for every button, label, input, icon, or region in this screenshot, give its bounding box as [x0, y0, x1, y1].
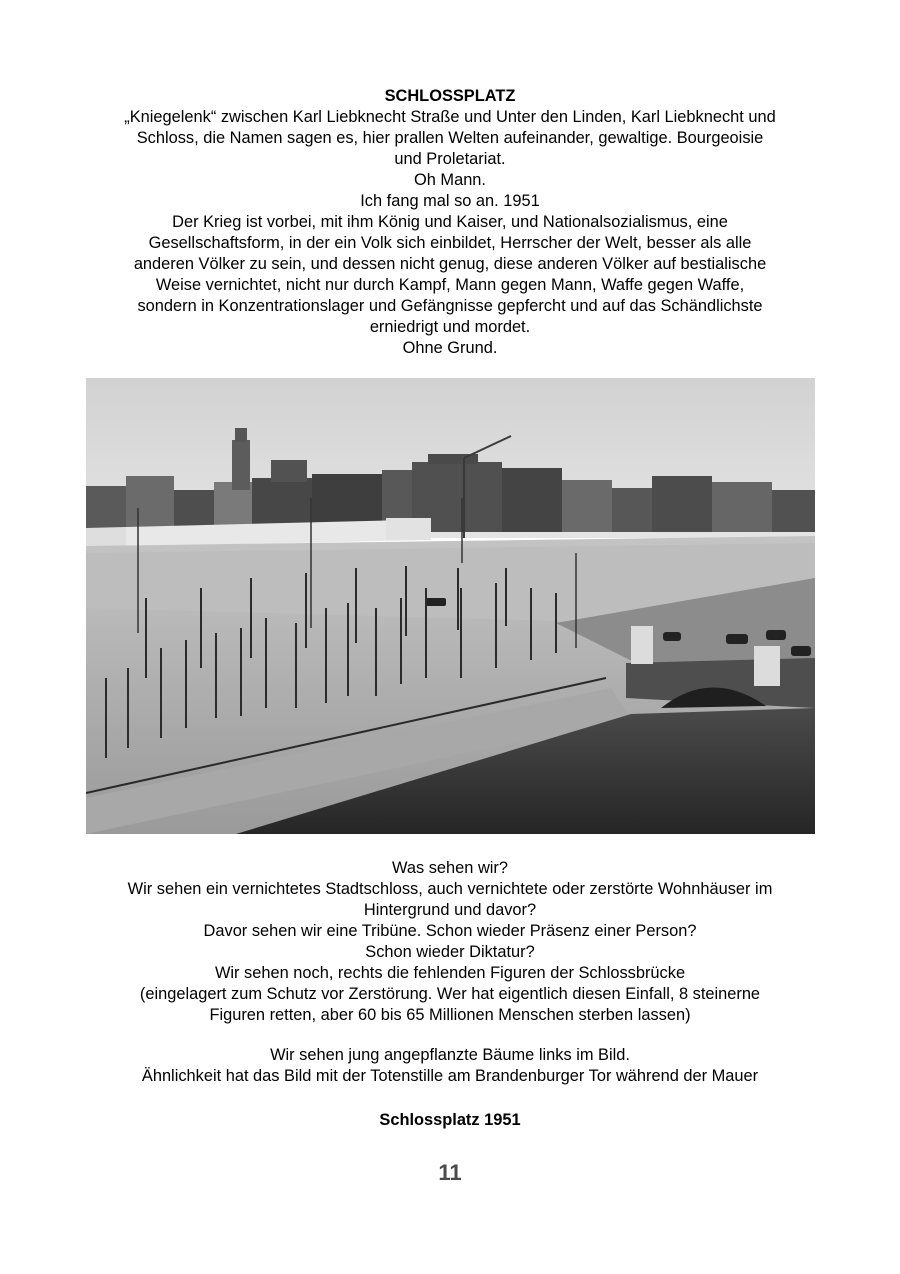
caption-line: Davor sehen wir eine Tribüne. Schon wieder Präsenz einer Person?	[203, 922, 697, 940]
page-number: 11	[438, 1160, 462, 1185]
caption-line: Was sehen wir?	[392, 859, 508, 877]
intro-line: anderen Völker zu sein, und dessen nicht genug, diese anderen Völker auf bestialische	[133, 255, 767, 273]
intro-text	[60, 86, 840, 359]
caption-line: Hintergrund und davor?	[363, 901, 537, 919]
caption-line: Schon wieder Diktatur?	[365, 943, 535, 961]
caption-line: Wir sehen noch, rechts die fehlenden Figuren der Schlossbrücke	[214, 964, 686, 982]
historic-photo	[86, 378, 815, 834]
intro-line: sondern in Konzentrationslager und Gefängnisse gepfercht und auf das Schändlichste	[137, 297, 763, 315]
intro-line: Ohne Grund.	[402, 339, 498, 357]
caption-text	[60, 858, 840, 1026]
intro-line: Ich fang mal so an. 1951	[360, 192, 540, 210]
caption-line: Figuren retten, aber 60 bis 65 Millionen Menschen sterben lassen)	[209, 1006, 691, 1024]
intro-line: Schloss, die Namen sagen es, hier prallen Welten aufeinander, gewaltige. Bourgeoisie	[136, 129, 764, 147]
intro-line: Weise vernichtet, nicht nur durch Kampf, Mann gegen Mann, Waffe gegen Waffe,	[155, 276, 745, 294]
intro-line: Der Krieg ist vorbei, mit ihm König und Kaiser, und Nationalsozialismus, eine	[172, 213, 728, 231]
caption-title: Schlossplatz 1951	[379, 1111, 521, 1129]
intro-line: Oh Mann.	[414, 171, 486, 189]
caption-line: Wir sehen ein vernichtetes Stadtschloss, auch vernichtete oder zerstörte Wohnhäuser im	[127, 880, 773, 898]
caption-line: (eingelagert zum Schutz vor Zerstörung. Wer hat eigentlich diesen Einfall, 8 steinerne	[139, 985, 761, 1003]
section-title: SCHLOSSPLATZ	[384, 87, 516, 105]
photo-caption-title	[60, 1110, 840, 1131]
intro-line: und Proletariat.	[394, 150, 506, 168]
caption-line: Wir sehen jung angepflanzte Bäume links im Bild.	[270, 1046, 630, 1064]
intro-line: erniedrigt und mordet.	[369, 318, 531, 336]
caption-text-2	[60, 1045, 840, 1087]
intro-line: Gesellschaftsform, in der ein Volk sich einbildet, Herrscher der Welt, besser als alle	[148, 234, 752, 252]
caption-line: Ähnlichkeit hat das Bild mit der Totenstille am Brandenburger Tor während der Mauer	[141, 1067, 759, 1085]
intro-line: „Kniegelenk“ zwischen Karl Liebknecht Straße und Unter den Linden, Karl Liebknecht und	[124, 108, 776, 126]
